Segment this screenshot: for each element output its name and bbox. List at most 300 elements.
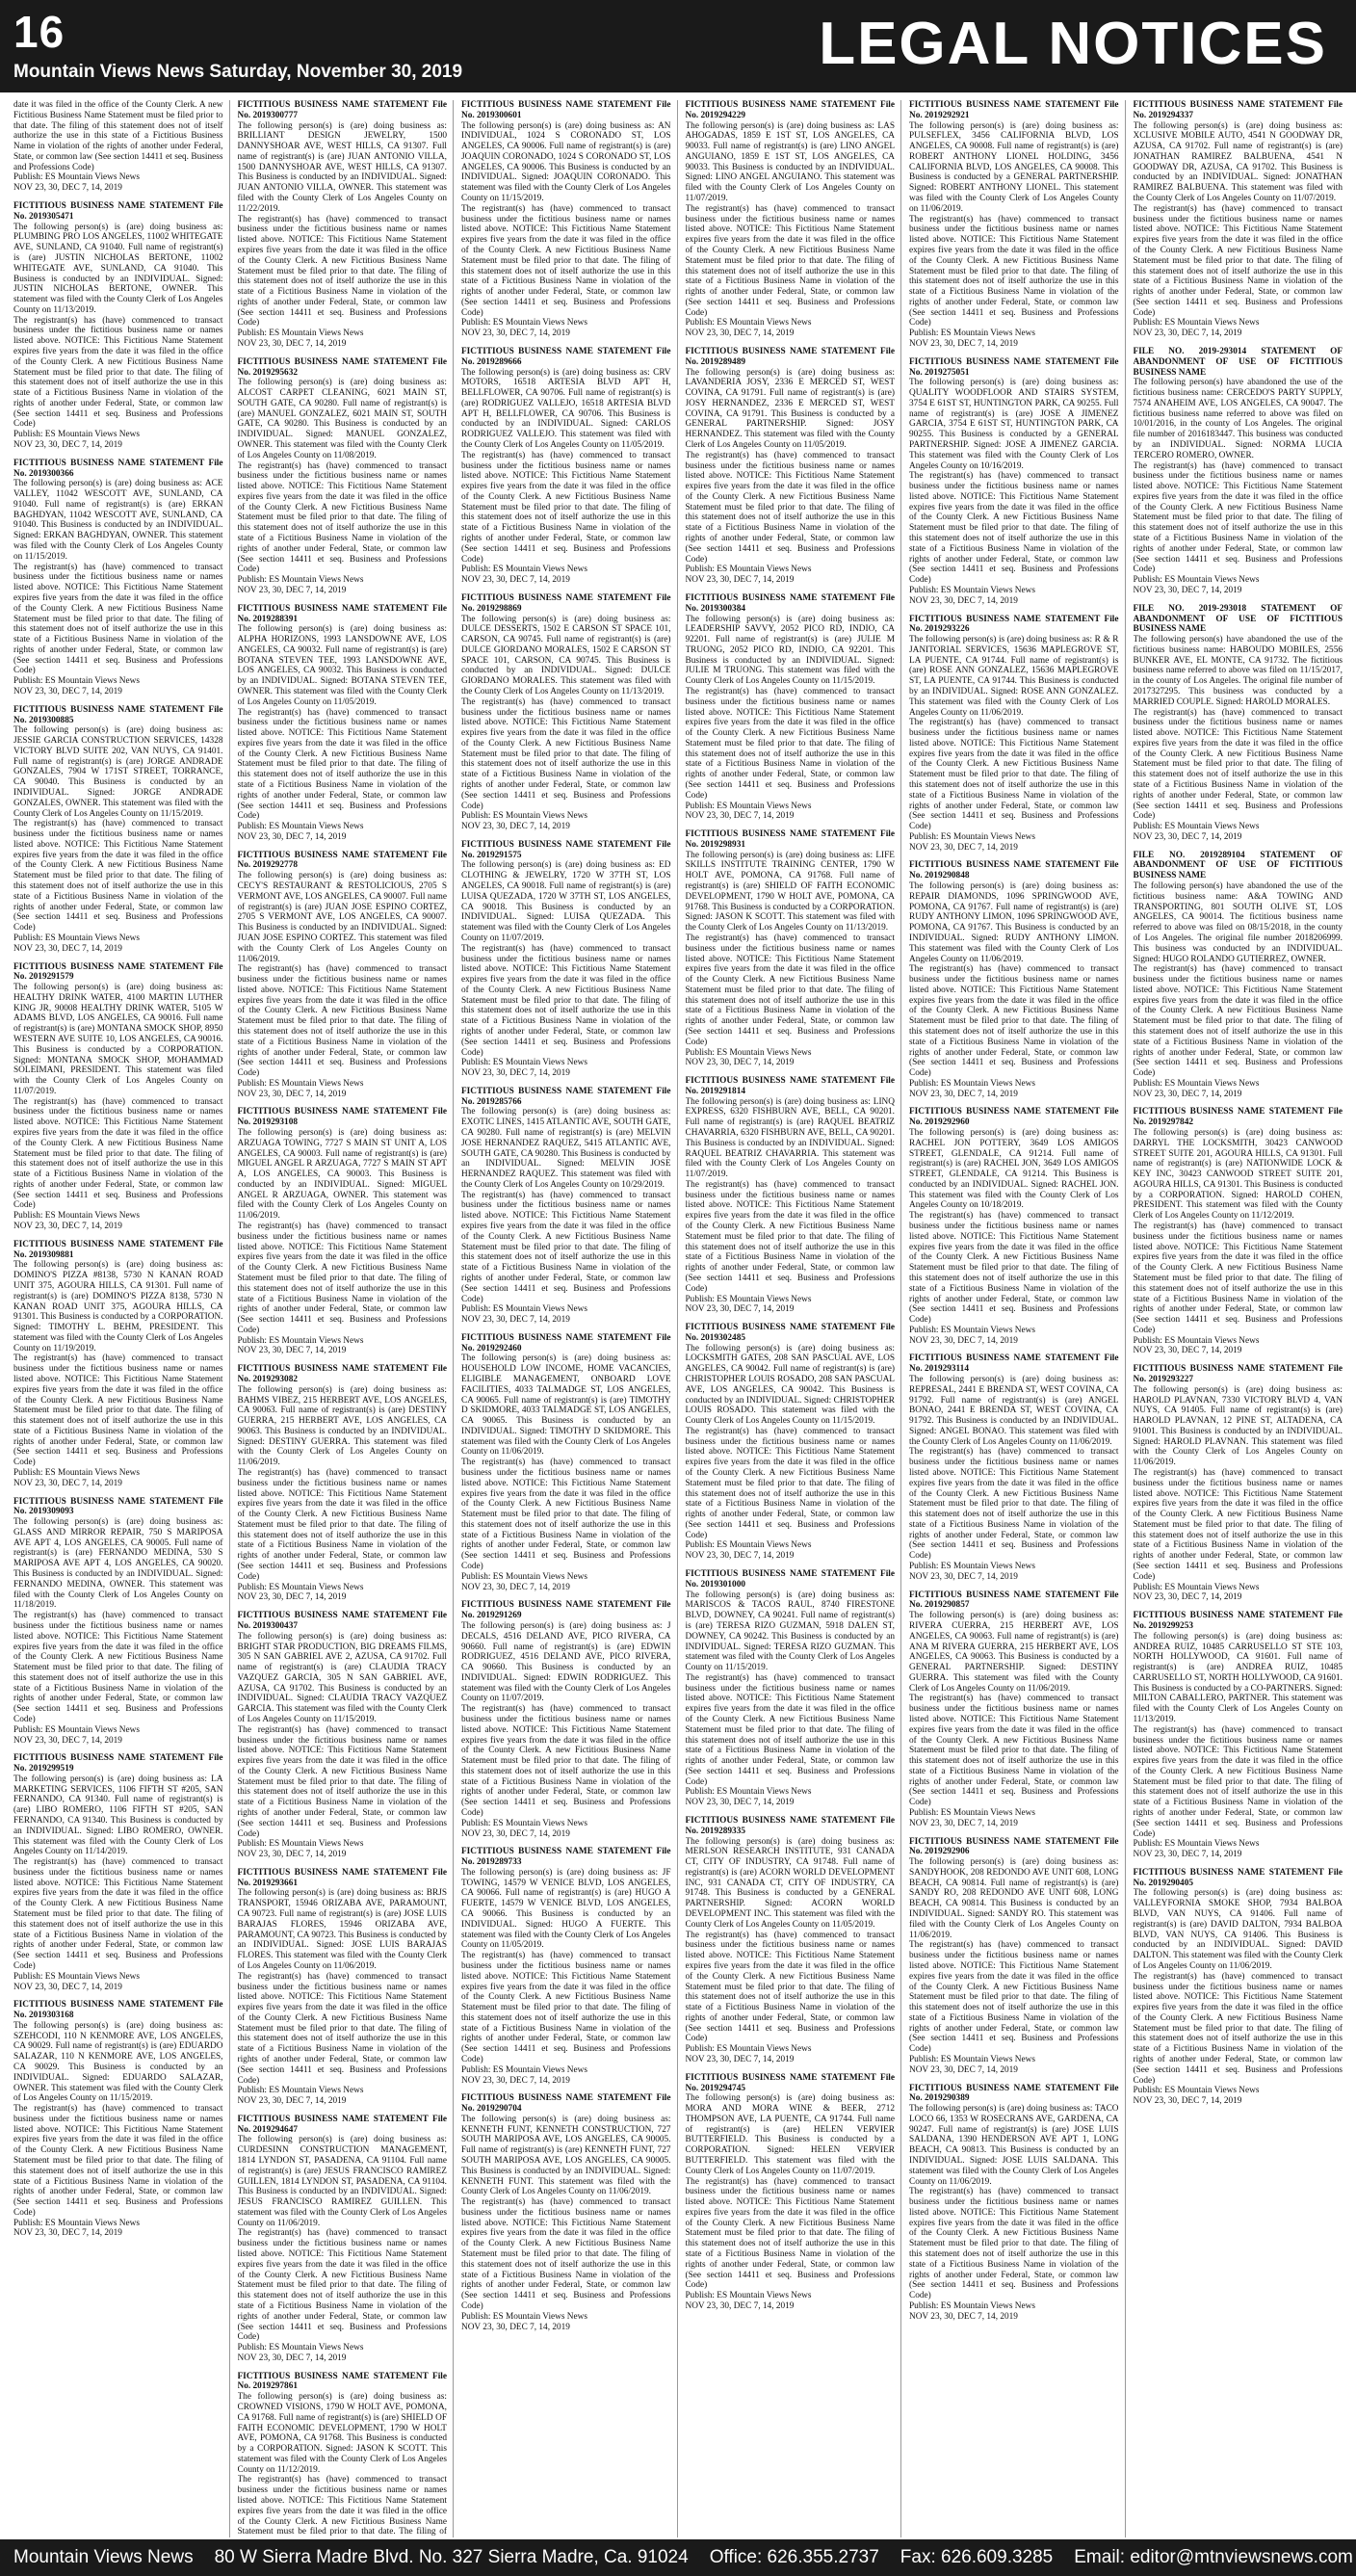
- notice-title: FILE NO. 2019-293014 STATEMENT OF ABANDONMENT OF USE OF FICTITIOUS BUSINESS NAME: [1133, 346, 1343, 378]
- notice-publish: Publish: ES Mountain Views News: [461, 2064, 587, 2075]
- notice-title: FICTITIOUS BUSINESS NAME STATEMENT File No. 2019301000: [685, 1569, 895, 1590]
- notice-boilerplate: The registrant(s) has (have) commenced to transact business under the fictitious business name or names listed above. NOTICE: This Fictitious Name Statement expires five years from the date it was filed in the office of the County Clerk. A new Fictitious Business Name Statement must be filed prior to that date. The filing of this statement does not of itself authorize the use in this state of a Fictitious Business Name in violation of the rights of another under Federal, State, or common law (See section 14411 et seq. Business and Professions Code): [909, 2187, 1119, 2301]
- notice-publish: Publish: ES Mountain Views News: [461, 1818, 587, 1828]
- notice-body: The following person(s) is (are) doing business as: DARRYL THE LOCKSMITH, 30423 CANWOOD STREET SUITE 201, AGOURA HILLS, CA 91301. Full name of registrant(s) is (are) NATIONWIDE LOCK & KEY INC, 30423 CANWOOD STREET SUITE 201, AGOURA HILLS, CA 91301. This Business is conducted by a CORPORATION. Signed: HAROLD COHEN, PRESIDENT. This statement was filed with the County Clerk of Los Angeles County on 11/12/2019.: [1133, 1128, 1343, 1222]
- legal-notice: [461, 100, 671, 339]
- notice-dates: NOV 23, 30, DEC 7, 14, 2019: [237, 338, 347, 349]
- notice-body: The following person(s) is (are) doing business as: LAVANDERIA JOSY, 2336 E MERCED ST, WEST COVINA, CA 91791. Full name of registrant(s) is (are) JOSY HERNANDEZ, 2336 E MERCED ST, WEST COVINA, CA 91791. This Business is conducted by a GENERAL PARTNERSHIP. Signed: JOSY HERNANDEZ. This statement was filed with the County Clerk of Los Angeles County on 11/05/2019.: [685, 367, 895, 450]
- notice-boilerplate: The registrant(s) has (have) commenced to transact business under the fictitious business name or names listed above. NOTICE: This Fictitious Name Statement expires five years from the date it was filed in the office of the County Clerk. A new Fictitious Business Name Statement must be filed prior to that date. The filing of this statement does not of itself authorize the use in this state of a Fictitious Business Name in violation of the rights of another under Federal, State, or common law (See section 14411 et seq. Business and Professions Code): [13, 315, 223, 430]
- legal-notice: [238, 2372, 448, 2537]
- notice-boilerplate: The registrant(s) has (have) commenced to transact business under the fictitious business name or names listed above. NOTICE: This Fictitious Name Statement expires five years from the date it was filed in the office of the County Clerk. A new Fictitious Business Name Statement must be filed prior to that date. The filing of this statement does not of itself authorize the use in this state of a Fictitious Business Name in violation of the rights of another under Federal, State, or common law (See section 14411 et seq. Business and Professions Code): [685, 1930, 895, 2044]
- notice-dates: NOV 23, 30, DEC 7, 14, 2019: [909, 1571, 1018, 1582]
- notice-dates: NOV 23, 30, DEC 7, 14, 2019: [461, 1315, 570, 1326]
- legal-notice: [686, 347, 896, 586]
- legal-notice: [1134, 347, 1343, 596]
- notice-boilerplate: The registrant(s) has (have) commenced to transact business under the fictitious business name or names listed above. NOTICE: This Fictitious Name Statement expires five years from the date it was filed in the office of the County Clerk. A new Fictitious Business Name Statement must be filed prior to that date. The filing of this statement does not of itself authorize the use in this state of a Fictitious Business Name in violation of the rights of another under Federal, State, or common law (See section 14411 et seq. Business and Professions Code): [461, 203, 671, 318]
- notice-body: The following person(s) is (are) doing business as: QUALITY WOODFLOOR AND STAIRS SYSTEM, 3754 E 61ST ST, HUNTINGTON PARK, CA 90255. Full name of registrant(s) is (are) JOSE A JIMENEZ GARCIA, 3754 E 61ST ST, HUNTINGTON PARK, CA 90255. This Business is conducted by a GENERAL PARTNERSHIP. Signed: JOSE A JIMENEZ GARCIA. This statement was filed with the County Clerk of Los Angeles County on 10/16/2019.: [909, 378, 1119, 471]
- notice-body: The following person(s) is (are) doing business as: VALLEYFORNIA SMOKE SHOP, 7934 BALBOA BLVD, VAN NUYS, CA 91406. Full name of registrant(s) is (are) DAVID DALTON, 7934 BALBOA BLVD, VAN NUYS, CA 91406. This Business is conducted by an INDIVIDUAL. Signed: DAVID DALTON. This statement was filed with the County Clerk of Los Angeles County on 11/06/2019.: [1133, 1888, 1343, 1971]
- notice-boilerplate: The registrant(s) has (have) commenced to transact business under the fictitious business name or names listed above. NOTICE: This Fictitious Name Statement expires five years from the date it was filed in the office of the County Clerk. A new Fictitious Business Name Statement must be filed prior to that date. The filing of this statement does not of itself authorize the use in this state of a Fictitious Business Name in violation of the rights of another under Federal, State, or common law (See section 14411 et seq. Business and Professions Code): [685, 203, 895, 318]
- notice-publish: Publish: ES Mountain Views News: [237, 822, 364, 832]
- notice-body: The following person(s) is (are) doing business as: GLASS AND MIRROR REPAIR, 750 S MARIPOSA AVE APT 4, LOS ANGELES, CA 90005. Full name of registrant(s) is (are) FERNANDO MEDINA, 530 S MARIPOSA AVE APT 4, LOS ANGELES, CA 90020. This Business is conducted by an INDIVIDUAL. Signed: FERNANDO MEDINA, OWNER. This statement was filed with the County Clerk of Los Angeles County on 11/18/2019.: [13, 1517, 223, 1611]
- notice-body: The following person(s) is (are) doing business as: XCLUSIVE MOBILE AUTO, 4541 N GOODWAY DR, AZUSA, CA 91702. Full name of registrant(s) is (are) JONATHAN RAMIREZ BALBUENA, 4541 N GOODWAY DR, AZUSA, CA 91702. This Business is conducted by an INDIVIDUAL. Signed: JONATHAN RAMIREZ BALBUENA. This statement was filed with the County Clerk of Los Angeles County on 11/07/2019.: [1133, 120, 1343, 204]
- notice-boilerplate: The registrant(s) has (have) commenced to transact business under the fictitious business name or names listed above. NOTICE: This Fictitious Name Statement expires five years from the date it was filed in the office of the County Clerk. A new Fictitious Business Name Statement must be filed prior to that date. The filing of this statement does not of itself authorize the use in this state of a Fictitious Business Name in violation of the rights of another under Federal, State, or common law (See section 14411 et seq. Business and Professions Code): [461, 2197, 671, 2311]
- notice-dates: NOV 23, 30, DEC 7, 14, 2019: [13, 1735, 122, 1746]
- notice-publish: Publish: ES Mountain Views News: [909, 329, 1035, 339]
- legal-notice: [13, 1497, 223, 1747]
- legal-notice: [909, 2084, 1119, 2323]
- legal-notice: [238, 1107, 448, 1356]
- notice-dates: NOV 23, 30, DEC 7, 14, 2019: [909, 595, 1018, 606]
- notice-dates: NOV 23, 30, DEC 7, 14, 2019: [909, 2311, 1018, 2322]
- notice-dates: NOV 23, 30, DEC 7, 14, 2019: [1133, 585, 1242, 595]
- notice-dates: NOV 23, 30, DEC 7, 14, 2019: [461, 575, 570, 586]
- notice-publish: Publish: ES Mountain Views News: [461, 1571, 587, 1582]
- notice-dates: NOV 23, 30, DEC 7, 14, 2019: [13, 1478, 122, 1488]
- legal-notice: [909, 100, 1119, 350]
- notice-title: FICTITIOUS BUSINESS NAME STATEMENT File No. 2019300366: [13, 458, 223, 479]
- legal-notice: [461, 1847, 671, 2086]
- notice-publish: Publish: ES Mountain Views News: [909, 831, 1035, 842]
- notice-boilerplate: The registrant(s) has (have) commenced to transact business under the fictitious business name or names listed above. NOTICE: This Fictitious Name Statement expires five years from the date it was filed in the office of the County Clerk. A new Fictitious Business Name Statement must be filed prior to that date. The filing of this statement does not of itself authorize the use in this state of a Fictitious Business Name in violation of the rights of another under Federal, State, or common law (See section 14411 et seq. Business and Professions Code): [237, 460, 447, 575]
- notice-publish: Publish: ES Mountain Views News: [237, 2343, 364, 2353]
- notice-dates: NOV 23, 30, DEC 7, 14, 2019: [461, 822, 570, 832]
- notice-boilerplate: The registrant(s) has (have) commenced to transact business under the fictitious business name or names listed above. NOTICE: This Fictitious Name Statement expires five years from the date it was filed in the office of the County Clerk. A new Fictitious Business Name Statement must be filed prior to that date. The filing of this statement does not of itself authorize the use in this state of a Fictitious Business Name in violation of the rights of another under Federal, State, or common law (See section 14411 et seq. Business and Professions Code): [1133, 1724, 1343, 1839]
- notice-body: The following person(s) is (are) doing business as: SANDYHOOK, 208 REDONDO AVE UNIT 608, LONG BEACH, CA 90814. Full name of registrant(s) is (are) SANDY RO, 208 REDONDO AVE UNIT 608, LONG BEACH, CA 90814. This Business is conducted by an INDIVIDUAL. Signed: SANDY RO. This statement was filed with the County Clerk of Los Angeles County on 11/06/2019.: [909, 1857, 1119, 1940]
- notice-dates: NOV 23, 30, DEC 7, 14, 2019: [461, 2075, 570, 2086]
- legal-notice: [238, 1364, 448, 1603]
- legal-notice: [238, 1611, 448, 1860]
- notice-dates: NOV 23, 30, DEC 7, 14, 2019: [13, 686, 122, 697]
- notice-publish: Publish: ES Mountain Views News: [685, 565, 812, 575]
- notice-body: The following person(s) is (are) doing business as: REPRESAL, 2441 E BRENDA ST, WEST COVINA, CA 91792. Full name of registrant(s) is (are) ANGEL BONAO, 2441 E BRENDA ST, WEST COVINA, CA 91792. This Business is conducted by an INDIVIDUAL. Signed: ANGEL BONAO. This statement was filed with the County Clerk of Los Angeles County on 11/06/2019.: [909, 1374, 1119, 1447]
- legal-notice: [238, 604, 448, 843]
- legal-notice: [909, 860, 1119, 1099]
- notice-dates: NOV 23, 30, DEC 7, 14, 2019: [237, 1850, 347, 1860]
- notice-dates: NOV 23, 30, DEC 7, 14, 2019: [685, 329, 795, 339]
- notice-publish: Publish: ES Mountain Views News: [685, 2044, 812, 2055]
- notice-publish: Publish: ES Mountain Views News: [909, 1562, 1035, 1572]
- notice-dates: NOV 23, 30, DEC 7, 14, 2019: [1133, 1346, 1242, 1356]
- notice-publish: Publish: ES Mountain Views News: [237, 1335, 364, 1346]
- legal-notice: [461, 1087, 671, 1326]
- notice-dates: NOV 23, 30, DEC 7, 14, 2019: [685, 1798, 795, 1808]
- notice-title: FICTITIOUS BUSINESS NAME STATEMENT File No. 2019300885: [13, 704, 223, 725]
- notice-boilerplate: The registrant(s) has (have) commenced to transact business under the fictitious business name or names listed above. NOTICE: This Fictitious Name Statement expires five years from the date it was filed in the office of the County Clerk. A new Fictitious Business Name Statement must be filed prior to that date. The filing of this statement does not of itself authorize the use in this state of a Fictitious Business Name in violation of the rights of another under Federal, State, or common law (See section 14411 et seq. Business and Professions Code): [1133, 1468, 1343, 1582]
- notice-boilerplate: The registrant(s) has (have) commenced to transact business under the fictitious business name or names listed above. NOTICE: This Fictitious Name Statement expires five years from the date it was filed in the office of the County Clerk. A new Fictitious Business Name Statement must be filed prior to that date. The filing of this statement does not of itself authorize the use in this state of a Fictitious Business Name in violation of the rights of another under Federal, State, or common law (See section 14411 et seq. Business and Professions Code): [461, 1458, 671, 1572]
- notice-boilerplate: The registrant(s) has (have) commenced to transact business under the fictitious business name or names listed above. NOTICE: This Fictitious Name Statement expires five years from the date it was filed in the office of the County Clerk. A new Fictitious Business Name Statement must be filed prior to that date. The filing of this statement does not of itself authorize the use in this state of a Fictitious Business Name in violation of the rights of another under Federal, State, or common law (See section 14411 et seq. Business and Professions Code): [685, 1426, 895, 1540]
- notice-dates: NOV 23, 30, DEC 7, 14, 2019: [1133, 1850, 1242, 1860]
- notice-publish: Publish: ES Mountain Views News: [237, 1078, 364, 1089]
- notice-title: FICTITIOUS BUSINESS NAME STATEMENT File No. 2019305471: [13, 201, 223, 222]
- notice-publish: Publish: ES Mountain Views News: [685, 801, 812, 811]
- notice-dates: NOV 23, 30, DEC 7, 14, 2019: [1133, 1089, 1242, 1099]
- notice-title: FICTITIOUS BUSINESS NAME STATEMENT File No. 2019293114: [909, 1354, 1119, 1375]
- notice-dates: NOV 23, 30, DEC 7, 14, 2019: [237, 1346, 347, 1356]
- notice-body: The following person(s) is (are) doing business as: PLUMBING PRO LOS ANGELES, 11002 WHITEGATE AVE, SUNLAND, CA 91040. Full name of registrant(s) is (are) JUSTIN NICHOLAS BERTONE, 11002 WHITEGATE AVE, SUNLAND, CA 91040. This Business is conducted by an INDIVIDUAL. Signed: JUSTIN NICHOLAS BERTONE, OWNER. This statement was filed with the County Clerk of Los Angeles County on 11/13/2019.: [13, 222, 223, 315]
- notice-title: FICTITIOUS BUSINESS NAME STATEMENT File No. 2019292906: [909, 1836, 1119, 1857]
- notice-publish: Publish: ES Mountain Views News: [909, 2054, 1035, 2064]
- notice-publish: Publish: ES Mountain Views News: [685, 1540, 812, 1551]
- notice-dates: NOV 23, 30, DEC 7, 14, 2019: [237, 1089, 347, 1099]
- notice-dates: NOV 23, 30, DEC 7, 14, 2019: [1133, 831, 1242, 842]
- notice-publish: Publish: ES Mountain Views News: [13, 172, 140, 183]
- notice-title: FICTITIOUS BUSINESS NAME STATEMENT File No. 2019300601: [461, 100, 671, 120]
- notice-publish: Publish: ES Mountain Views News: [1133, 2086, 1260, 2096]
- legal-notice: [13, 2000, 223, 2239]
- notice-body: The following person(s) is (are) doing business as: J DECALS, 4516 DELAND AVE, PICO RIVERA, CA 90660. Full name of registrant(s) is (are) EDWIN RODRIGUEZ, 4516 DELAND AVE, PICO RIVERA, CA 90660. This Business is conducted by an INDIVIDUAL. Signed: EDWIN RODRIGUEZ. This statement was filed with the County Clerk of Los Angeles County on 11/07/2019.: [461, 1620, 671, 1704]
- legal-notice: [13, 705, 223, 955]
- notice-body: The following person(s) is (are) doing business as: ED CLOTHING & JEWELRY, 1720 W 37TH ST, LOS ANGELES, CA 90018. Full name of registrant(s) is (are) LUISA QUEZADA, 1720 W 37TH ST, LOS ANGELES, CA 90018. This Business is conducted by an INDIVIDUAL. Signed: LUISA QUEZADA. This statement was filed with the County Clerk of Los Angeles County on 11/07/2019.: [461, 860, 671, 943]
- notice-boilerplate: The registrant(s) has (have) commenced to transact business under the fictitious business name or names listed above. NOTICE: This Fictitious Name Statement expires five years from the date it was filed in the office of the County Clerk. A new Fictitious Business Name Statement must be filed prior to that date. The filing of this statement does not of itself authorize the use in this state of a Fictitious Business Name in violation of the rights of another under Federal, State, or common law (See section 14411 et seq. Business and Professions Code): [237, 1971, 447, 2086]
- notice-publish: Publish: ES Mountain Views News: [1133, 1582, 1260, 1592]
- notice-body: The following person(s) is (are) doing business as: AN INDIVIDUAL, 1024 S CORONADO ST, LOS ANGELES, CA 90006. Full name of registrant(s) is (are) JOAQUIN CORONADO, 1024 S CORONADO ST, LOS ANGELES, CA 90006. This Business is conducted by an INDIVIDUAL. Signed: JOAQUIN CORONADO. This statement was filed with the County Clerk of Los Angeles County on 11/15/2019.: [461, 120, 671, 204]
- notice-title: FICTITIOUS BUSINESS NAME STATEMENT File No. 2019290405: [1133, 1867, 1343, 1888]
- notice-body: The following person(s) is (are) doing business as: CURDESINN CONSTRUCTION MANAGEMENT, 1814 LYNDON ST, PASADENA, CA 91104. Full name of registrant(s) is (are) JESUS FRANCISCO RAMIREZ GUILLEN, 1814 LYNDON ST, PASADENA, CA 91104. This Business is conducted by an INDIVIDUAL. Signed: JESUS FRANCISCO RAMIREZ GUILLEN. This statement was filed with the County Clerk of Los Angeles County on 11/06/2019.: [237, 2135, 447, 2228]
- notice-publish: Publish: ES Mountain Views News: [237, 2086, 364, 2096]
- notice-dates: NOV 23, 30, DEC 7, 14, 2019: [909, 1089, 1018, 1099]
- notice-dates: NOV 23, 30, DEC 7, 14, 2019: [461, 2322, 570, 2332]
- notice-body: The following person(s) have abandoned the use of the fictitious business name: HABOUDO MOBILES, 2556 BUNKER AVE, EL MONTE, CA 91732. The fictitious business name referred to above was filed on 11/15/2017, in the county of Los Angeles. The original file number of 2017327295. This business was conducted by a MARRIED COUPLE. Signed: HAROLD MORALES.: [1133, 635, 1343, 707]
- notice-publish: Publish: ES Mountain Views News: [237, 329, 364, 339]
- notice-title: FICTITIOUS BUSINESS NAME STATEMENT File No. 2019293227: [1133, 1364, 1343, 1384]
- notice-boilerplate: The registrant(s) has (have) commenced to transact business under the fictitious business name or names listed above. NOTICE: This Fictitious Name Statement expires five years from the date it was filed in the office of the County Clerk. A new Fictitious Business Name Statement must be filed prior to that date. The filing of this statement does not of itself authorize the use in this state of a Fictitious Business Name in violation of the rights of another under Federal, State, or common law (See section 14411 et seq. Business and Professions Code): [237, 2228, 447, 2343]
- notice-body: The following person(s) is (are) doing business as: BRJS TRANSPORT, 15946 ORIZABA AVE, PARAMOUNT, CA 90723. Full name of registrant(s) is (are) JOSE LUIS BARAJAS FLORES, 15946 ORIZABA AVE, PARAMOUNT, CA 90723. This Business is conducted by an INDIVIDUAL. Signed: JOSE LUIS BARAJAS FLORES. This statement was filed with the County Clerk of Los Angeles County on 11/06/2019.: [237, 1888, 447, 1971]
- legal-notice: [1134, 1107, 1343, 1356]
- legal-notice: [13, 1753, 223, 1992]
- notice-dates: NOV 23, 30, DEC 7, 14, 2019: [237, 2096, 347, 2107]
- notice-boilerplate: The registrant(s) has (have) commenced to transact business under the fictitious business name or names listed above. NOTICE: This Fictitious Name Statement expires five years from the date it was filed in the office of the County Clerk. A new Fictitious Business Name Statement must be filed prior to that date. The filing of: [237, 2475, 447, 2537]
- notice-title: FICTITIOUS BUSINESS NAME STATEMENT File No. 2019297861: [237, 2371, 447, 2392]
- notice-publish: Publish: ES Mountain Views News: [685, 1294, 812, 1304]
- notice-boilerplate: The registrant(s) has (have) commenced to transact business under the fictitious business name or names listed above. NOTICE: This Fictitious Name Statement expires five years from the date it was filed in the office of the County Clerk. A new Fictitious Business Name Statement must be filed prior to that date. The filing of this statement does not of itself authorize the use in this state of a Fictitious Business Name in violation of the rights of another under Federal, State, or common law (See section 14411 et seq. Business and Professions Code): [461, 1190, 671, 1304]
- notice-body: The following person(s) is (are) doing business as: LEADERSHIP SAVVY, 2052 PICO RD, INDIO, CA 92201. Full name of registrant(s) is (are) JULIE M TRUONG, 2052 PICO RD, INDIO, CA 92201. This Business is conducted by an INDIVIDUAL. Signed: JULIE M TRUONG. This statement was filed with the County Clerk of Los Angeles County on 11/15/2019.: [685, 614, 895, 687]
- notice-boilerplate: The registrant(s) has (have) commenced to transact business under the fictitious business name or names listed above. NOTICE: This Fictitious Name Statement expires five years from the date it was filed in the office of the County Clerk. A new Fictitious Business Name Statement must be filed prior to that date. The filing of this statement does not of itself authorize the use in this state of a Fictitious Business Name in violation of the rights of another under Federal, State, or common law (See section 14411 et seq. Business and Professions Code): [461, 1951, 671, 2064]
- legal-notice: [686, 593, 896, 822]
- notice-body: The following person(s) is (are) doing business as: RIVERA CUERRA, 215 HERBERT AVE, LOS ANGELES, CA 90063. Full name of registrant(s) is (are) ANA M RIVERA GUERRA, 215 HERBERT AVE, LOS ANGELES, CA 90063. This Business is conducted by a GENERAL PARTNERSHIP. Signed: DESTINY GUERRA. This statement was filed with the County Clerk of Los Angeles County on 11/06/2019.: [909, 1611, 1119, 1694]
- notice-title: FICTITIOUS BUSINESS NAME STATEMENT File No. 2019288391: [237, 603, 447, 624]
- notice-title: FICTITIOUS BUSINESS NAME STATEMENT File No. 2019295632: [237, 356, 447, 378]
- notice-boilerplate: The registrant(s) has (have) commenced to transact business under the fictitious business name or names listed above. NOTICE: This Fictitious Name Statement expires five years from the date it was filed in the office of the County Clerk. A new Fictitious Business Name Statement must be filed prior to that date. The filing of this statement does not of itself authorize the use in this state of a Fictitious Business Name in violation of the rights of another under Federal, State, or common law (See section 14411 et seq. Business and Professions Code): [909, 718, 1119, 832]
- legal-notice: [461, 347, 671, 586]
- notice-dates: NOV 23, 30, DEC 7, 14, 2019: [237, 585, 347, 595]
- notice-title: FICTITIOUS BUSINESS NAME STATEMENT File No. 2019293108: [237, 1107, 447, 1128]
- notice-title: FICTITIOUS BUSINESS NAME STATEMENT File No. 2019289733: [461, 1847, 671, 1868]
- notice-boilerplate: The registrant(s) has (have) commenced to transact business under the fictitious business name or names listed above. NOTICE: This Fictitious Name Statement expires five years from the date it was filed in the office of the County Clerk. A new Fictitious Business Name Statement must be filed prior to that date. The filing of this statement does not of itself authorize the use in this state of a Fictitious Business Name in violation of the rights of another under Federal, State, or common law (See section 14411 et seq. Business and Professions Code): [1133, 203, 1343, 318]
- notice-publish: Publish: ES Mountain Views News: [461, 1058, 587, 1068]
- notice-publish: Publish: ES Mountain Views News: [909, 1078, 1035, 1089]
- legal-notice: [13, 962, 223, 1232]
- legal-notice: [909, 615, 1119, 854]
- notice-boilerplate: The registrant(s) has (have) commenced to transact business under the fictitious business name or names listed above. NOTICE: This Fictitious Name Statement expires five years from the date it was filed in the office of the County Clerk. A new Fictitious Business Name Statement must be filed prior to that date. The filing of this statement does not of itself authorize the use in this state of a Fictitious Business Name in violation of the rights of another under Federal, State, or common law (See section 14411 et seq. Business and Professions Code): [13, 1354, 223, 1468]
- notice-boilerplate: The registrant(s) has (have) commenced to transact business under the fictitious business name or names listed above. NOTICE: This Fictitious Name Statement expires five years from the date it was filed in the office of the County Clerk. A new Fictitious Business Name Statement must be filed prior to that date. The filing of this statement does not of itself authorize the use in this state of a Fictitious Business Name in violation of the rights of another under Federal, State, or common law (See section 14411 et seq. Business and Professions Code): [13, 1611, 223, 1724]
- notice-body: The following person(s) is (are) doing business as: BRIGHT STAR PRODUCTION, BIG DREAMS FILMS, 305 N SAN GABRIEL AVE 2, AZUSA, CA 91702. Full name of registrant(s) is (are) CLAUDIA TRACY VAZQUEZ GARCIA, 305 N SAN GABRIEL AVE, AZUSA, CA 91702. This Business is conducted by an INDIVIDUAL. Signed: CLAUDIA TRACY VAZQUEZ GARCIA. This statement was filed with the County Clerk of Los Angeles County on 11/15/2019.: [237, 1631, 447, 1724]
- notice-dates: NOV 23, 30, DEC 7, 14, 2019: [237, 2353, 347, 2363]
- notice-body: The following person(s) is (are) doing business as: LIFE SKILLS INSTITUTE TRAINING CENTER, 1790 W HOLT AVE, POMONA, CA 91768. Full name of registrant(s) is (are) SHIELD OF FAITH ECONOMIC DEVELOPMENT, 1790 W HOLT AVE, POMONA, CA 91768. This Business is conducted by a CORPORATION. Signed: JASON K SCOTT. This statement was filed with the County Clerk of Los Angeles County on 11/13/2019.: [685, 850, 895, 933]
- notice-boilerplate: The registrant(s) has (have) commenced to transact business under the fictitious business name or names listed above. NOTICE: This Fictitious Name Statement expires five years from the date it was filed in the office of the County Clerk. A new Fictitious Business Name Statement must be filed prior to that date. The filing of this statement does not of itself authorize the use in this state of a Fictitious Business Name in violation of the rights of another under Federal, State, or common law (See section 14411 et seq. Business and Professions Code): [13, 562, 223, 676]
- notice-publish: Publish: ES Mountain Views News: [13, 1724, 140, 1735]
- legal-notice: [238, 1868, 448, 2107]
- notice-boilerplate: The registrant(s) has (have) commenced to transact business under the fictitious business name or names listed above. NOTICE: This Fictitious Name Statement expires five years from the date it was filed in the office of the County Clerk. A new Fictitious Business Name Statement must be filed prior to that date. The filing of this statement does not of itself authorize the use in this state of a Fictitious Business Name in violation of the rights of another under Federal, State, or common law (See section 14411 et seq. Business and Professions Code): [909, 1940, 1119, 2055]
- notice-title: FICTITIOUS BUSINESS NAME STATEMENT File No. 2019298931: [685, 829, 895, 850]
- legal-notice: [1134, 604, 1343, 843]
- notice-dates: NOV 23, 30, DEC 7, 14, 2019: [237, 831, 347, 842]
- notice-publish: Publish: ES Mountain Views News: [461, 1304, 587, 1315]
- notice-title: FICTITIOUS BUSINESS NAME STATEMENT File No. 2019292778: [237, 850, 447, 871]
- notice-publish: Publish: ES Mountain Views News: [909, 1808, 1035, 1818]
- page-header: [0, 0, 1356, 92]
- section-title: LEGAL NOTICES: [819, 11, 1327, 77]
- notice-publish: Publish: ES Mountain Views News: [1133, 822, 1260, 832]
- legal-notice: [13, 201, 223, 451]
- notice-boilerplate: The registrant(s) has (have) commenced to transact business under the fictitious business name or names listed above. NOTICE: This Fictitious Name Statement expires five years from the date it was filed in the office of the County Clerk. A new Fictitious Business Name Statement must be filed prior to that date. The filing of this statement does not of itself authorize the use in this state of a Fictitious Business Name in violation of the rights of another under Federal, State, or common law (See section 14411 et seq. Business and Professions Code): [461, 1704, 671, 1818]
- legal-notice: [909, 1590, 1119, 1829]
- notice-publish: Publish: ES Mountain Views News: [909, 2300, 1035, 2311]
- legal-notice: [909, 357, 1119, 607]
- notice-publish: Publish: ES Mountain Views News: [909, 1325, 1035, 1335]
- legal-notice: [686, 1816, 896, 2065]
- notice-title: FICTITIOUS BUSINESS NAME STATEMENT File No. 2019285766: [461, 1086, 671, 1107]
- notice-continuation: date it was filed in the office of the County Clerk. A new Fictitious Business Name Statement must be filed prior to that date. The filing of this statement does not of itself authorize the use in this state of a Fictitious Business Name in violation of the rights of another under Federal, State, or common law (See section 14411 et seq. Business and Professions Code): [13, 100, 223, 172]
- notice-body: The following person(s) is (are) doing business as: MERLSON RESEARCH INSTITUTE, 931 CANADA CT, CITY OF INDUSTRY, CA 91748. Full name of registrant(s) is (are) ACORN WORLD DEVELOPMENT INC, 931 CANADA CT, CITY OF INDUSTRY, CA 91748. This Business is conducted by a GENERAL PARTNERSHIP. Signed: ACORN WORLD DEVELOPMENT INC. This statement was filed with the County Clerk of Los Angeles County on 11/05/2019.: [685, 1836, 895, 1930]
- notice-boilerplate: The registrant(s) has (have) commenced to transact business under the fictitious business name or names listed above. NOTICE: This Fictitious Name Statement expires five years from the date it was filed in the office of the County Clerk. A new Fictitious Business Name Statement must be filed prior to that date. The filing of this statement does not of itself authorize the use in this state of a Fictitious Business Name in violation of the rights of another under Federal, State, or common law (See section 14411 et seq. Business and Professions Code): [685, 933, 895, 1047]
- notice-body: The following person(s) is (are) doing business as: HOUSEHOLD LOW INCOME, HOME VACANCIES, ELIGIBLE MANAGEMENT, ONBOARD LOVE FACILITIES, 4033 TALMADGE ST, LOS ANGELES, CA 90065. Full name of registrant(s) is (are) TIMOTHY D SKIDMORE, 4033 TALMADGE ST, LOS ANGELES, CA 90065. This Business is conducted by an INDIVIDUAL. Signed: TIMOTHY D SKIDMORE. This statement was filed with the County Clerk of Los Angeles County on 11/06/2019.: [461, 1354, 671, 1458]
- notice-body: The following person(s) is (are) doing business as: ACE VALLEY, 11042 WESCOTT AVE, SUNLAND, CA 91040. Full name of registrant(s) is (are) ERKAN BAGHDYAN, 11042 WESCOTT AVE, SUNLAND, CA 91040. This Business is conducted by an INDIVIDUAL. Signed: ERKAN BAGHDYAN, OWNER. This statement was filed with the County Clerk of Los Angeles County on 11/15/2019.: [13, 479, 223, 562]
- legal-notice: [461, 1600, 671, 1839]
- page-footer: [0, 2539, 1356, 2576]
- notice-title: FICTITIOUS BUSINESS NAME STATEMENT File No. 2019309093: [13, 1496, 223, 1517]
- column-5: [909, 100, 1126, 2537]
- dateline: Mountain Views News Saturday, November 30, 2019: [13, 62, 463, 82]
- notice-boilerplate: The registrant(s) has (have) commenced to transact business under the fictitious business name or names listed above. NOTICE: This Fictitious Name Statement expires five years from the date it was filed in the office of the County Clerk. A new Fictitious Business Name Statement must be filed prior to that date. The filing of this statement does not of itself authorize the use in this state of a Fictitious Business Name in violation of the rights of another under Federal, State, or common law (See section 14411 et seq. Business and Professions Code): [909, 964, 1119, 1079]
- notice-dates: NOV 23, 30, DEC 7, 14, 2019: [685, 1551, 795, 1562]
- notice-body: The following person(s) is (are) doing business as: CROWNED VISIONS, 1790 W HOLT AVE, POMONA, CA 91768. Full name of registrant(s) is (are) SHIELD OF FAITH ECONOMIC DEVELOPMENT, 1790 W HOLT AVE, POMONA, CA 91768. This Business is conducted by a CORPORATION. Signed: JASON K SCOTT. This statement was filed with the County Clerk of Los Angeles County on 11/12/2019.: [237, 2392, 447, 2475]
- notice-publish: Publish: ES Mountain Views News: [1133, 1335, 1260, 1346]
- notice-title: FICTITIOUS BUSINESS NAME STATEMENT File No. 2019293661: [237, 1867, 447, 1888]
- footer-address: 80 W Sierra Madre Blvd. No. 327 Sierra Madre, Ca. 91024: [214, 2547, 689, 2567]
- notice-body: The following person(s) is (are) doing business as: MORA AND MORA WINE & BEER, 2712 THOMPSON AVE, LA PUENTE, CA 91744. Full name of registrant(s) is (are) HELEN VERVIER BUTTERFIELD. This Business is conducted by a CORPORATION. Signed: HELEN VERVIER BUTTERFIELD. This statement was filed with the County Clerk of Los Angeles County on 11/07/2019.: [685, 2093, 895, 2176]
- notice-title: FICTITIOUS BUSINESS NAME STATEMENT File No. 2019292960: [909, 1107, 1119, 1128]
- notice-dates: NOV 23, 30, DEC 7, 14, 2019: [685, 1304, 795, 1315]
- notice-boilerplate: The registrant(s) has (have) commenced to transact business under the fictitious business name or names listed above. NOTICE: This Fictitious Name Statement expires five years from the date it was filed in the office of the County Clerk. A new Fictitious Business Name Statement must be filed prior to that date. The filing of this statement does not of itself authorize the use in this state of a Fictitious Business Name in violation of the rights of another under Federal, State, or common law (See section 14411 et seq. Business and Professions Code): [237, 1468, 447, 1582]
- notice-body: The following person(s) is (are) doing business as: TACO LOCO 66, 1353 W ROSECRANS AVE, GARDENA, CA 90247. Full name of registrant(s) is (are) JOSE LUIS SALDANA, 1390 HENDERSON AVE APT 1, LONG BEACH, CA 90813. This Business is conducted by an INDIVIDUAL. Signed: JOSE LUIS SALDANA. This statement was filed with the County Clerk of Los Angeles County on 11/06/2019.: [909, 2104, 1119, 2187]
- notice-dates: NOV 23, 30, DEC 7, 14, 2019: [461, 1582, 570, 1592]
- footer-paper: Mountain Views News: [13, 2547, 194, 2567]
- notice-title: FICTITIOUS BUSINESS NAME STATEMENT File No. 2019300384: [685, 592, 895, 614]
- notice-boilerplate: The registrant(s) has (have) commenced to transact business under the fictitious business name or names listed above. NOTICE: This Fictitious Name Statement expires five years from the date it was filed in the office of the County Clerk. A new Fictitious Business Name Statement must be filed prior to that date. The filing of this statement does not of itself authorize the use in this state of a Fictitious Business Name in violation of the rights of another under Federal, State, or common law (See section 14411 et seq. Business and Professions Code): [909, 1694, 1119, 1808]
- notice-boilerplate: The registrant(s) has (have) commenced to transact business under the fictitious business name or names listed above. NOTICE: This Fictitious Name Statement expires five years from the date it was filed in the office of the County Clerk. A new Fictitious Business Name Statement must be filed prior to that date. The filing of this statement does not of itself authorize the use in this state of a Fictitious Business Name in violation of the rights of another under Federal, State, or common law (See section 14411 et seq. Business and Professions Code): [685, 2176, 895, 2291]
- column-4: [686, 100, 902, 2537]
- notice-title: FICTITIOUS BUSINESS NAME STATEMENT File No. 2019293082: [237, 1364, 447, 1384]
- notice-publish: Publish: ES Mountain Views News: [685, 1047, 812, 1058]
- notice-boilerplate: The registrant(s) has (have) commenced to transact business under the fictitious business name or names listed above. NOTICE: This Fictitious Name Statement expires five years from the date it was filed in the office of the County Clerk. A new Fictitious Business Name Statement must be filed prior to that date. The filing of this statement does not of itself authorize the use in this state of a Fictitious Business Name in violation of the rights of another under Federal, State, or common law (See section 14411 et seq. Business and Professions Code): [13, 1096, 223, 1211]
- notice-dates: NOV 23, 30, DEC 7, 14, 2019: [909, 2064, 1018, 2075]
- notice-publish: Publish: ES Mountain Views News: [909, 585, 1035, 595]
- notice-body: The following person(s) is (are) doing business as: KENNETH FUNT, KENNETH CONSTRUCTION, 727 SOUTH MARIPOSA AVE, LOS ANGELES, CA 90005. Full name of registrant(s) is (are) KENNETH FUNT, 727 SOUTH MARIPOSA AVE, LOS ANGELES, CA 90005. This Business is conducted by an INDIVIDUAL. Signed: KENNETH FUNT. This statement was filed with the County Clerk of Los Angeles County on 11/06/2019.: [461, 2114, 671, 2197]
- notice-dates: NOV 23, 30, DEC 7, 14, 2019: [909, 338, 1018, 349]
- legal-notice: [1134, 1868, 1343, 2107]
- notice-body: The following person(s) is (are) doing business as: ANDREA RUIZ, 10485 CARRUSELLO ST STE 103, NORTH HOLLYWOOD, CA 91601. Full name of registrant(s) is (are) ANDREA RUIZ, 10485 CARRUSELLO ST, NORTH HOLLYWOOD, CA 91601. This Business is conducted by a CO-PARTNERS. Signed: MILTON CABALLERO, PARTNER. This statement was filed with the County Clerk of Los Angeles County on 11/13/2019.: [1133, 1631, 1343, 1724]
- legal-notice: [909, 1837, 1119, 2076]
- notice-boilerplate: The registrant(s) has (have) commenced to transact business under the fictitious business name or names listed above. NOTICE: This Fictitious Name Statement expires five years from the date it was filed in the office of the County Clerk. A new Fictitious Business Name Statement must be filed prior to that date. The filing of this statement does not of itself authorize the use in this state of a Fictitious Business Name in violation of the rights of another under Federal, State, or common law (See section 14411 et seq. Business and Professions Code): [237, 964, 447, 1079]
- notice-publish: Publish: ES Mountain Views News: [13, 676, 140, 687]
- notice-publish: Publish: ES Mountain Views News: [1133, 1078, 1260, 1089]
- notice-dates: NOV 23, 30, DEC 7, 14, 2019: [909, 1335, 1018, 1346]
- notice-boilerplate: The registrant(s) has (have) commenced to transact business under the fictitious business name or names listed above. NOTICE: This Fictitious Name Statement expires five years from the date it was filed in the office of the County Clerk. A new Fictitious Business Name Statement must be filed prior to that date. The filing of this statement does not of itself authorize the use in this state of a Fictitious Business Name in violation of the rights of another under Federal, State, or common law (See section 14411 et seq. Business and Professions Code): [13, 2104, 223, 2218]
- notice-title: FICTITIOUS BUSINESS NAME STATEMENT File No. 2019289666: [461, 346, 671, 367]
- notice-boilerplate: The registrant(s) has (have) commenced to transact business under the fictitious business name or names listed above. NOTICE: This Fictitious Name Statement expires five years from the date it was filed in the office of the County Clerk. A new Fictitious Business Name Statement must be filed prior to that date. The filing of this statement does not of itself authorize the use in this state of a Fictitious Business Name in violation of the rights of another under Federal, State, or common law (See section 14411 et seq. Business and Professions Code): [13, 819, 223, 933]
- notice-dates: NOV 23, 30, DEC 7, 14, 2019: [685, 811, 795, 822]
- notice-publish: Publish: ES Mountain Views News: [13, 1468, 140, 1478]
- notice-dates: NOV 23, 30, DEC 7, 14, 2019: [13, 2228, 122, 2239]
- notice-boilerplate: The registrant(s) has (have) commenced to transact business under the fictitious business name or names listed above. NOTICE: This Fictitious Name Statement expires five years from the date it was filed in the office of the County Clerk. A new Fictitious Business Name Statement must be filed prior to that date. The filing of this statement does not of itself authorize the use in this state of a Fictitious Business Name in violation of the rights of another under Federal, State, or common law (See section 14411 et seq. Business and Professions Code): [909, 1211, 1119, 1326]
- notice-publish: Publish: ES Mountain Views News: [237, 1839, 364, 1850]
- notice-publish: Publish: ES Mountain Views News: [1133, 1839, 1260, 1850]
- legal-notice: [238, 357, 448, 596]
- legal-notice: [909, 1354, 1119, 1582]
- legal-notice: [1134, 1364, 1343, 1603]
- notice-body: The following person(s) is (are) doing business as: LOCKSMITH GATES, 208 SAN PASCUAL AVE, LOS ANGELES, CA 90042. Full name of registrant(s) is (are) CHRISTOPHER LOUIS ROSADO, 208 SAN PASCUAL AVE, LOS ANGELES, CA 90042. This Business is conducted by an INDIVIDUAL. Signed: CHRISTOPHER LOUIS ROSADO. This statement was filed with the County Clerk of Los Angeles County on 11/15/2019.: [685, 1343, 895, 1427]
- notice-publish: Publish: ES Mountain Views News: [685, 318, 812, 329]
- notice-columns: [13, 100, 1343, 2537]
- notice-publish: Publish: ES Mountain Views News: [13, 1971, 140, 1982]
- legal-notice: [686, 100, 896, 339]
- notice-publish: Publish: ES Mountain Views News: [1133, 318, 1260, 329]
- notice-body: The following person(s) is (are) doing business as: HEALTHY DRINK WATER, 4100 MARTIN LUTHER KING JR, 90008 HEALTHY DRINK WATER, 5105 W ADAMS BLVD, LOS ANGELES, CA 90016. Full name of registrant(s) is (are) MONTANA SMOCK SHOP, 8950 WESTERN AVE SUITE 10, LOS ANGELES, CA 90016. This Business is conducted by a CORPORATION. Signed: MONTANA SMOCK SHOP, MOHAMMAD SOLEIMANI, PRESIDENT. This statement was filed with the County Clerk of Los Angeles County on 11/07/2019.: [13, 983, 223, 1096]
- notice-boilerplate: The registrant(s) has (have) commenced to transact business under the fictitious business name or names listed above. NOTICE: This Fictitious Name Statement expires five years from the date it was filed in the office of the County Clerk. A new Fictitious Business Name Statement must be filed prior to that date. The filing of this statement does not of itself authorize the use in this state of a Fictitious Business Name in violation of the rights of another under Federal, State, or common law (See section 14411 et seq. Business and Professions Code): [237, 1724, 447, 1839]
- notice-body: The following person(s) is (are) doing business as: ARZUAGA TOWING, 7727 S MAIN ST UNIT A, LOS ANGELES, CA 90003. Full name of registrant(s) is (are) MIGUEL ANGEL R ARZUAGA, 7727 S MAIN ST APT A, LOS ANGELES, CA 90003. This Business is conducted by an INDIVIDUAL. Signed: MIGUEL ANGEL R ARZUAGA, OWNER. This statement was filed with the County Clerk of Los Angeles County on 11/06/2019.: [237, 1128, 447, 1222]
- notice-title: FILE NO. 2019289104 STATEMENT OF ABANDONMENT OF USE OF FICTITIOUS BUSINESS NAME: [1133, 850, 1343, 881]
- legal-notice: [461, 1333, 671, 1593]
- notice-boilerplate: The registrant(s) has (have) commenced to transact business under the fictitious business name or names listed above. NOTICE: This Fictitious Name Statement expires five years from the date it was filed in the office of the County Clerk. A new Fictitious Business Name Statement must be filed prior to that date. The filing of this statement does not of itself authorize the use in this state of a Fictitious Business Name in violation of the rights of another under Federal, State, or common law (See section 14411 et seq. Business and Professions Code): [1133, 1971, 1343, 2086]
- page-number: 16: [13, 7, 65, 57]
- notice-boilerplate: The registrant(s) has (have) commenced to transact business under the fictitious business name or names listed above. NOTICE: This Fictitious Name Statement expires five years from the date it was filed in the office of the County Clerk. A new Fictitious Business Name Statement must be filed prior to that date. The filing of this statement does not of itself authorize the use in this state of a Fictitious Business Name in violation of the rights of another under Federal, State, or common law (See section 14411 et seq. Business and Professions Code): [1133, 964, 1343, 1079]
- notice-dates: NOV 23, 30, DEC 7, 14, 2019: [13, 1222, 122, 1232]
- notice-title: FILE NO. 2019-293018 STATEMENT OF ABANDONMENT OF USE OF FICTITIOUS BUSINESS NAME: [1133, 603, 1343, 635]
- notice-publish: Publish: ES Mountain Views News: [461, 811, 587, 822]
- legal-notice: [686, 1076, 896, 1315]
- notice-body: The following person(s) is (are) doing business as: CRV MOTORS, 16518 ARTESIA BLVD APT H, BELLFLOWER, CA 90706. Full name of registrant(s) is (are) RODRIGUEZ VALLEJO, 16518 ARTESIA BLVD APT H, BELLFLOWER, CA 90706. This Business is conducted by an INDIVIDUAL. Signed: CARLOS RODRIGUEZ VALLEJO. This statement was filed with the County Clerk of Los Angeles County on 11/05/2019.: [461, 367, 671, 450]
- notice-dates: NOV 23, 30, DEC 7, 14, 2019: [13, 943, 122, 954]
- notice-dates: NOV 23, 30, DEC 7, 14, 2019: [685, 2300, 795, 2311]
- notice-boilerplate: The registrant(s) has (have) commenced to transact business under the fictitious business name or names listed above. NOTICE: This Fictitious Name Statement expires five years from the date it was filed in the office of the County Clerk. A new Fictitious Business Name Statement must be filed prior to that date. The filing of this statement does not of itself authorize the use in this state of a Fictitious Business Name in violation of the rights of another under Federal, State, or common law (See section 14411 et seq. Business and Professions Code): [1133, 460, 1343, 575]
- notice-body: The following person(s) is (are) doing business as: JESSIE GARCIA CONSTRUCTION SERVICES, 14328 VICTORY BLVD SUITE 202, VAN NUYS, CA 91401. Full name of registrant(s) is (are) JORGE ANDRADE GONZALES, 7904 W 171ST STREET, TORRANCE, CA 90040. This Business is conducted by an INDIVIDUAL. Signed: JORGE ANDRADE GONZALES, OWNER. This statement was filed with the County Clerk of Los Angeles County on 11/15/2019.: [13, 725, 223, 819]
- notice-title: FICTITIOUS BUSINESS NAME STATEMENT File No. 2019292921: [909, 100, 1119, 120]
- notice-dates: NOV 23, 30, DEC 7, 14, 2019: [13, 1982, 122, 1992]
- notice-body: The following person(s) is (are) doing business as: ALCOST CARPET CLEANING, 6021 MAIN ST, SOUTH GATE, CA 90280. Full name of registrant(s) is (are) MANUEL GONZALEZ, 6021 MAIN ST, SOUTH GATE, CA 90280. This Business is conducted by an INDIVIDUAL. Signed: MANUEL GONZALEZ, OWNER. This statement was filed with the County Clerk of Los Angeles County on 11/08/2019.: [237, 378, 447, 460]
- notice-title: FICTITIOUS BUSINESS NAME STATEMENT File No. 2019303168: [13, 2000, 223, 2021]
- legal-notice: [686, 1569, 896, 1808]
- notice-body: The following person(s) is (are) doing business as: MARISCOS & TACOS RAUL, 8740 FIRESTONE BLVD, DOWNEY, CA 90241. Full name of registrant(s) is (are) TERESA RIZO GUZMAN, 5918 DALEN ST, DOWNEY, CA 90242. This Business is conducted by an INDIVIDUAL. Signed: TERESA RIZO GUZMAN. This statement was filed with the County Clerk of Los Angeles County on 11/15/2019.: [685, 1590, 895, 1673]
- notice-publish: Publish: ES Mountain Views News: [685, 1787, 812, 1798]
- notice-dates: NOV 23, 30, DEC 7, 14, 2019: [685, 1058, 795, 1068]
- notice-body: The following person(s) is (are) doing business as: DOMINO'S PIZZA #8138, 5730 N KANAN ROAD UNIT 375, AGOURA HILLS, CA 91301. Full name of registrant(s) is (are) DOMINO'S PIZZA 8138, 5730 N KANAN ROAD UNIT 375, AGOURA HILLS, CA 91301. This Business is conducted by a CORPORATION. Signed: TIMOTHY L. BEHM, PRESIDENT. This statement was filed with the County Clerk of Los Angeles County on 11/19/2019.: [13, 1260, 223, 1354]
- notice-body: The following person(s) is (are) doing business as: BRILLIANT DESIGN JEWELRY, 1500 DANNYSHOAR AVE, WEST HILLS, CA 91307. Full name of registrant(s) is (are) JUAN ANTONIO VILLA, 1500 DANNYSHOAR AVE, WEST HILLS, CA 91307. This Business is conducted by an INDIVIDUAL. Signed: JUAN ANTONIO VILLA, OWNER. This statement was filed with the County Clerk of Los Angeles County on 11/22/2019.: [237, 120, 447, 214]
- notice-boilerplate: The registrant(s) has (have) commenced to transact business under the fictitious business name or names listed above. NOTICE: This Fictitious Name Statement expires five years from the date it was filed in the office of the County Clerk. A new Fictitious Business Name Statement must be filed prior to that date. The filing of this statement does not of itself authorize the use in this state of a Fictitious Business Name in violation of the rights of another under Federal, State, or common law (See section 14411 et seq. Business and Professions Code): [685, 686, 895, 801]
- legal-notice: [461, 2093, 671, 2332]
- notice-boilerplate: The registrant(s) has (have) commenced to transact business under the fictitious business name or names listed above. NOTICE: This Fictitious Name Statement expires five years from the date it was filed in the office of the County Clerk. A new Fictitious Business Name Statement must be filed prior to that date. The filing of this statement does not of itself authorize the use in this state of a Fictitious Business Name in violation of the rights of another under Federal, State, or common law (See section 14411 et seq. Business and Professions Code): [461, 697, 671, 811]
- notice-title: FICTITIOUS BUSINESS NAME STATEMENT File No. 2019300437: [237, 1611, 447, 1631]
- notice-dates: NOV 23, 30, DEC 7, 14, 2019: [1133, 1592, 1242, 1603]
- legal-notice: [461, 840, 671, 1079]
- legal-notice: [238, 100, 448, 350]
- notice-title: FICTITIOUS BUSINESS NAME STATEMENT File No. 2019275051: [909, 356, 1119, 378]
- notice-body: The following person(s) is (are) doing business as: REPAIR DIAMONDS, 1096 SPRINGWOOD AVE, POMONA, CA 91767. Full name of registrant(s) is (are) RUDY ANTHONY LIMON, 1096 SPRINGWOOD AVE, POMONA, CA 91767. This Business is conducted by an INDIVIDUAL. Signed: RUDY ANTHONY LIMON. This statement was filed with the County Clerk of Los Angeles County on 11/06/2019.: [909, 881, 1119, 964]
- notice-publish: Publish: ES Mountain Views News: [685, 2291, 812, 2301]
- notice-body: The following person(s) is (are) doing business as: DULCE DESSERTS, 1502 E CARSON ST SPACE 101, CARSON, CA 90745. Full name of registrant(s) is (are) DULCE GIORDANO MORALES, 1502 E CARSON ST SPACE 101, CARSON, CA 90745. This Business is conducted by an INDIVIDUAL. Signed: DULCE GIORDANO MORALES. This statement was filed with the County Clerk of Los Angeles County on 11/13/2019.: [461, 614, 671, 697]
- notice-dates: NOV 23, 30, DEC 7, 14, 2019: [461, 329, 570, 339]
- notice-dates: NOV 23, 30, DEC 7, 14, 2019: [685, 575, 795, 586]
- notice-body: The following person(s) is (are) doing business as: PULSEFLEX, 3456 CALIFORNIA BLVD, LOS ANGELES, CA 90008. Full name of registrant(s) is (are) ROBERT ANTHONY LIONEL HOLDING, 3456 CALIFORNIA BLVD, LOS ANGELES, CA 90008. This Business is conducted by a GENERAL PARTNERSHIP. Signed: ROBERT ANTHONY LIONEL. This statement was filed with the County Clerk of Los Angeles County on 11/06/2019.: [909, 120, 1119, 214]
- notice-publish: Publish: ES Mountain Views News: [237, 1582, 364, 1592]
- notice-publish: Publish: ES Mountain Views News: [237, 575, 364, 586]
- legal-notice: [461, 593, 671, 832]
- notice-body: The following person(s) is (are) doing business as: R & R JANITORIAL SERVICES, 15636 MAPLEGROVE ST, LA PUENTE, CA 91744. Full name of registrant(s) is (are) ROSE ANN GONZALEZ, 15636 MAPLEGROVE ST, LA PUENTE, CA 91744. This Business is conducted by an INDIVIDUAL. Signed: ROSE ANN GONZALEZ. This statement was filed with the County Clerk of Los Angeles County on 11/06/2019.: [909, 635, 1119, 718]
- notice-title: FICTITIOUS BUSINESS NAME STATEMENT File No. 2019294337: [1133, 100, 1343, 120]
- notice-boilerplate: The registrant(s) has (have) commenced to transact business under the fictitious business name or names listed above. NOTICE: This Fictitious Name Statement expires five years from the date it was filed in the office of the County Clerk. A new Fictitious Business Name Statement must be filed prior to that date. The filing of this statement does not of itself authorize the use in this state of a Fictitious Business Name in violation of the rights of another under Federal, State, or common law (See section 14411 et seq. Business and Professions Code): [461, 450, 671, 565]
- notice-title: FICTITIOUS BUSINESS NAME STATEMENT File No. 2019291269: [461, 1600, 671, 1621]
- legal-notice: [238, 2115, 448, 2364]
- legal-notice: [686, 829, 896, 1068]
- notice-body: The following person(s) is (are) doing business as: SZEHCODI, 110 N KENMORE AVE, LOS ANGELES, CA 90029. Full name of registrant(s) is (are) EDUARDO SALAZAR, 110 N KENMORE AVE, LOS ANGELES, CA 90029. This Business is conducted by an INDIVIDUAL. Signed: EDUARDO SALAZAR, OWNER. This statement was filed with the County Clerk of Los Angeles County on 11/15/2019.: [13, 2020, 223, 2104]
- notice-dates: NOV 23, 30, DEC 7, 14, 2019: [909, 1818, 1018, 1828]
- footer-email[interactable]: Email: editor@mtnviewsnews.com: [1074, 2547, 1353, 2567]
- legal-notice: [909, 1107, 1119, 1346]
- notice-title: FICTITIOUS BUSINESS NAME STATEMENT File No. 2019290857: [909, 1590, 1119, 1611]
- notice-body: The following person(s) is (are) doing business as: EXOTIC LINES, 1415 ATLANTIC AVE, SOUTH GATE, CA 90280. Full name of registrant(s) is (are) MELVIN JOSE HERNANDEZ RAQUEZ, 5415 ATLANTIC AVE, SOUTH GATE, CA 90280. This Business is conducted by an INDIVIDUAL. Signed: MELVIN JOSE HERNANDEZ RAQUEZ. This statement was filed with the County Clerk of Los Angeles County on 10/29/2019.: [461, 1107, 671, 1190]
- notice-body: The following person(s) is (are) doing business as: BAHMS VIBEZ, 215 HERBERT AVE, LOS ANGELES, CA 90063. Full name of registrant(s) is (are) DESTINY GUERRA, 215 HERBERT AVE, LOS ANGELES, CA 90063. This Business is conducted by an INDIVIDUAL. Signed: DESTINY GUERRA. This statement was filed with the County Clerk of Los Angeles County on 11/06/2019.: [237, 1384, 447, 1468]
- notice-publish: Publish: ES Mountain Views News: [13, 2218, 140, 2228]
- notice-body: The following person(s) is (are) doing business as: LINQ EXPRESS, 6320 FISHBURN AVE, BELL, CA 90201. Full name of registrant(s) is (are) RAQUEL BEATRIZ CHAVARRIA, 6320 FISHBURN AVE, BELL, CA 90201. This Business is conducted by an INDIVIDUAL. Signed: RAQUEL BEATRIZ CHAVARRIA. This statement was filed with the County Clerk of Los Angeles County on 11/07/2019.: [685, 1096, 895, 1180]
- notice-title: FICTITIOUS BUSINESS NAME STATEMENT File No. 2019294229: [685, 100, 895, 120]
- column-3: [461, 100, 678, 2537]
- column-6: [1134, 100, 1343, 2537]
- notice-publish: Publish: ES Mountain Views News: [13, 1211, 140, 1222]
- notice-boilerplate: The registrant(s) has (have) commenced to transact business under the fictitious business name or names listed above. NOTICE: This Fictitious Name Statement expires five years from the date it was filed in the office of the County Clerk. A new Fictitious Business Name Statement must be filed prior to that date. The filing of this statement does not of itself authorize the use in this state of a Fictitious Business Name in violation of the rights of another under Federal, State, or common law (See section 14411 et seq. Business and Professions Code): [909, 471, 1119, 586]
- notice-title: FICTITIOUS BUSINESS NAME STATEMENT File No. 2019291575: [461, 839, 671, 860]
- notice-dates: NOV 23, 30, DEC 7, 14, 2019: [1133, 2096, 1242, 2107]
- notice-boilerplate: The registrant(s) has (have) commenced to transact business under the fictitious business name or names listed above. NOTICE: This Fictitious Name Statement expires five years from the date it was filed in the office of the County Clerk. A new Fictitious Business Name Statement must be filed prior to that date. The filing of this statement does not of itself authorize the use in this state of a Fictitious Business Name in violation of the rights of another under Federal, State, or common law (See section 14411 et seq. Business and Professions Code): [1133, 1222, 1343, 1335]
- notice-boilerplate: The registrant(s) has (have) commenced to transact business under the fictitious business name or names listed above. NOTICE: This Fictitious Name Statement expires five years from the date it was filed in the office of the County Clerk. A new Fictitious Business Name Statement must be filed prior to that date. The filing of this statement does not of itself authorize the use in this state of a Fictitious Business Name in violation of the rights of another under Federal, State, or common law (See section 14411 et seq. Business and Professions Code): [685, 1672, 895, 1787]
- notice-title: FICTITIOUS BUSINESS NAME STATEMENT File No. 2019289335: [685, 1816, 895, 1836]
- legal-notice: [686, 2073, 896, 2312]
- notice-title: FICTITIOUS BUSINESS NAME STATEMENT File No. 2019293226: [909, 614, 1119, 635]
- notice-body: The following person(s) have abandoned the use of the fictitious business name: CERCEDO'S PARTY SUPPLY, 7574 ANAHEIM AVE, LOS ANGELES, CA 90047. The fictitious business name referred to above was filed on 10/01/2016, in the county of Los Angeles. The original file number of 2016183447. This business was conducted by an INDIVIDUAL. Signed: NORMA LUCIA TERCERO ROMERO, OWNER.: [1133, 378, 1343, 460]
- notice-body: The following person(s) is (are) doing business as: JF TOWING, 14579 W VENICE BLVD, LOS ANGELES, CA 90066. Full name of registrant(s) is (are) HUGO A FUERTE, 14579 W VENICE BLVD, LOS ANGELES, CA 90066. This Business is conducted by an INDIVIDUAL. Signed: HUGO A FUERTE. This statement was filed with the County Clerk of Los Angeles County on 11/05/2019.: [461, 1867, 671, 1951]
- notice-boilerplate: The registrant(s) has (have) commenced to transact business under the fictitious business name or names listed above. NOTICE: This Fictitious Name Statement expires five years from the date it was filed in the office of the County Clerk. A new Fictitious Business Name Statement must be filed prior to that date. The filing of this statement does not of itself authorize the use in this state of a Fictitious Business Name in violation of the rights of another under Federal, State, or common law (See section 14411 et seq. Business and Professions Code): [909, 214, 1119, 329]
- notice-body: The following person(s) is (are) doing business as: RACHEL JON POTTERY, 3649 LOS AMIGOS STREET, GLENDALE, CA 91214. Full name of registrant(s) is (are) RACHEL JON, 3649 LOS AMIGOS STREET, GLENDALE, CA 91214. This Business is conducted by an INDIVIDUAL. Signed: RACHEL JON. This statement was filed with the County Clerk of Los Angeles County on 10/18/2019.: [909, 1128, 1119, 1211]
- notice-boilerplate: The registrant(s) has (have) commenced to transact business under the fictitious business name or names listed above. NOTICE: This Fictitious Name Statement expires five years from the date it was filed in the office of the County Clerk. A new Fictitious Business Name Statement must be filed prior to that date. The filing of this statement does not of itself authorize the use in this state of a Fictitious Business Name in violation of the rights of another under Federal, State, or common law (See section 14411 et seq. Business and Professions Code): [13, 1857, 223, 1971]
- notice-boilerplate: The registrant(s) has (have) commenced to transact business under the fictitious business name or names listed above. NOTICE: This Fictitious Name Statement expires five years from the date it was filed in the office of the County Clerk. A new Fictitious Business Name Statement must be filed prior to that date. The filing of this statement does not of itself authorize the use in this state of a Fictitious Business Name in violation of the rights of another under Federal, State, or common law (See section 14411 et seq. Business and Professions Code): [1133, 707, 1343, 822]
- notice-boilerplate: The registrant(s) has (have) commenced to transact business under the fictitious business name or names listed above. NOTICE: This Fictitious Name Statement expires five years from the date it was filed in the office of the County Clerk. A new Fictitious Business Name Statement must be filed prior to that date. The filing of this statement does not of itself authorize the use in this state of a Fictitious Business Name in violation of the rights of another under Federal, State, or common law (See section 14411 et seq. Business and Professions Code): [685, 1179, 895, 1294]
- notice-dates: NOV 23, 30, DEC 7, 14, 2019: [13, 183, 122, 194]
- notice-dates: NOV 23, 30, DEC 7, 14, 2019: [461, 1068, 570, 1079]
- notice-title: FICTITIOUS BUSINESS NAME STATEMENT File No. 2019297842: [1133, 1107, 1343, 1128]
- notice-publish: Publish: ES Mountain Views News: [1133, 575, 1260, 586]
- notice-title: FICTITIOUS BUSINESS NAME STATEMENT File No. 2019298869: [461, 592, 671, 614]
- notice-title: FICTITIOUS BUSINESS NAME STATEMENT File No. 2019302485: [685, 1323, 895, 1343]
- notice-dates: NOV 23, 30, DEC 7, 14, 2019: [685, 2054, 795, 2064]
- legal-notice: [13, 1240, 223, 1489]
- notice-body: The following person(s) is (are) doing business as: LA MARKETING SERVICES, 1106 FIFTH ST #205, SAN FERNANDO, CA 91340. Full name of registrant(s) is (are) LIBO ROMERO, 1106 FIFTH ST #205, SAN FERNANDO, CA 91340. This Business is conducted by an INDIVIDUAL. Signed: LIBO ROMERO, OWNER. This statement was filed with the County Clerk of Los Angeles County on 11/14/2019.: [13, 1774, 223, 1857]
- notice-boilerplate: The registrant(s) has (have) commenced to transact business under the fictitious business name or names listed above. NOTICE: This Fictitious Name Statement expires five years from the date it was filed in the office of the County Clerk. A new Fictitious Business Name Statement must be filed prior to that date. The filing of this statement does not of itself authorize the use in this state of a Fictitious Business Name in violation of the rights of another under Federal, State, or common law (See section 14411 et seq. Business and Professions Code): [237, 1222, 447, 1335]
- column-2: [238, 100, 455, 2537]
- legal-notice: [1134, 851, 1343, 1100]
- notice-title: FICTITIOUS BUSINESS NAME STATEMENT File No. 2019290848: [909, 860, 1119, 881]
- continued-notice: [13, 100, 223, 194]
- notice-dates: NOV 23, 30, DEC 7, 14, 2019: [1133, 329, 1242, 339]
- footer-office: Office: 626.355.2737: [709, 2547, 879, 2567]
- legal-notice: [1134, 100, 1343, 339]
